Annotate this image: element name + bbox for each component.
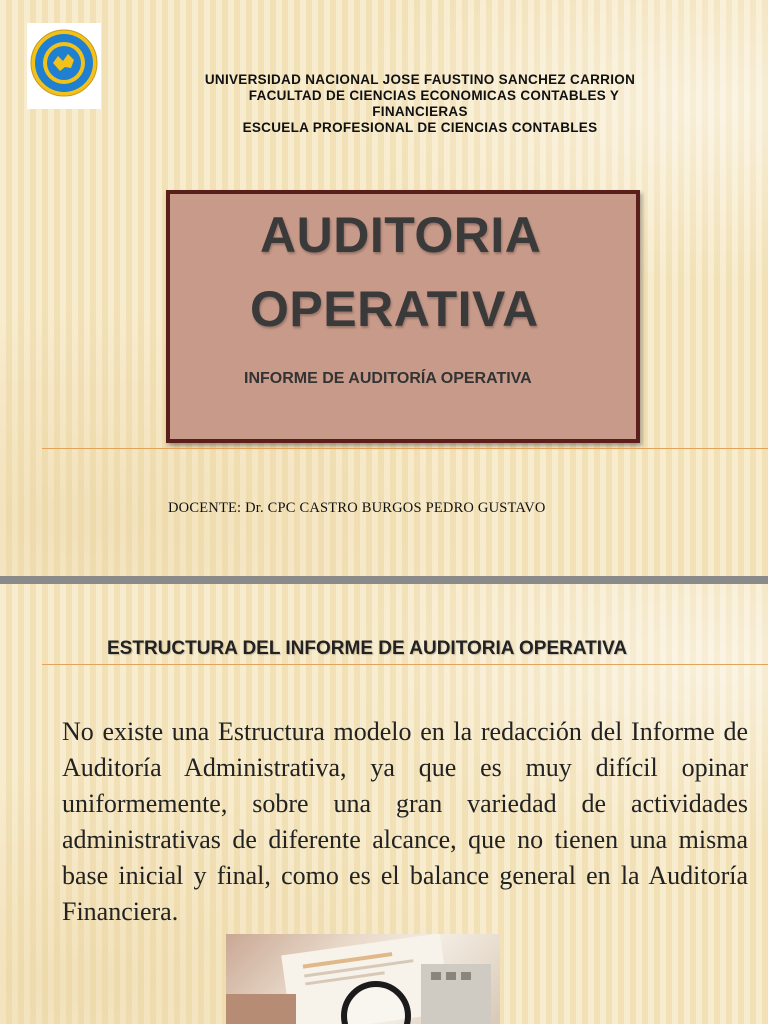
header-line: UNIVERSIDAD NACIONAL JOSE FAUSTINO SANCHEZ CARRION <box>204 72 636 87</box>
header-line: FACULTAD DE CIENCIAS ECONOMICAS CONTABLES Y <box>248 88 620 103</box>
docente-text: DOCENTE: Dr. CPC CASTRO BURGOS PEDRO GUSTAVO <box>168 500 546 516</box>
magnifying-glass-documents-image <box>226 934 500 1024</box>
university-seal-icon <box>27 23 101 109</box>
slide-2 <box>0 584 768 1024</box>
subtitle: INFORME DE AUDITORÍA OPERATIVA <box>244 370 532 387</box>
title-line-2: OPERATIVA <box>250 281 539 337</box>
header-line: FINANCIERAS <box>372 104 468 119</box>
divider <box>42 448 768 449</box>
title-box <box>166 190 640 443</box>
slide-title: ESTRUCTURA DEL INFORME DE AUDITORIA OPERATIVA <box>107 638 628 659</box>
body-text: No existe una Estructura modelo en la redacción del Informe de Auditoría Administrativa, ya que es muy difícil opinar uniformemente, sobre una gran variedad de actividades administrativas de diferente alcance, que no tienen una misma base inicial y final, como es el balance general en la Auditoría Financiera. <box>62 717 748 926</box>
header-line: ESCUELA PROFESIONAL DE CIENCIAS CONTABLES <box>242 120 598 135</box>
divider <box>42 664 768 665</box>
university-header <box>120 72 720 136</box>
title-line-1: AUDITORIA <box>260 207 542 263</box>
